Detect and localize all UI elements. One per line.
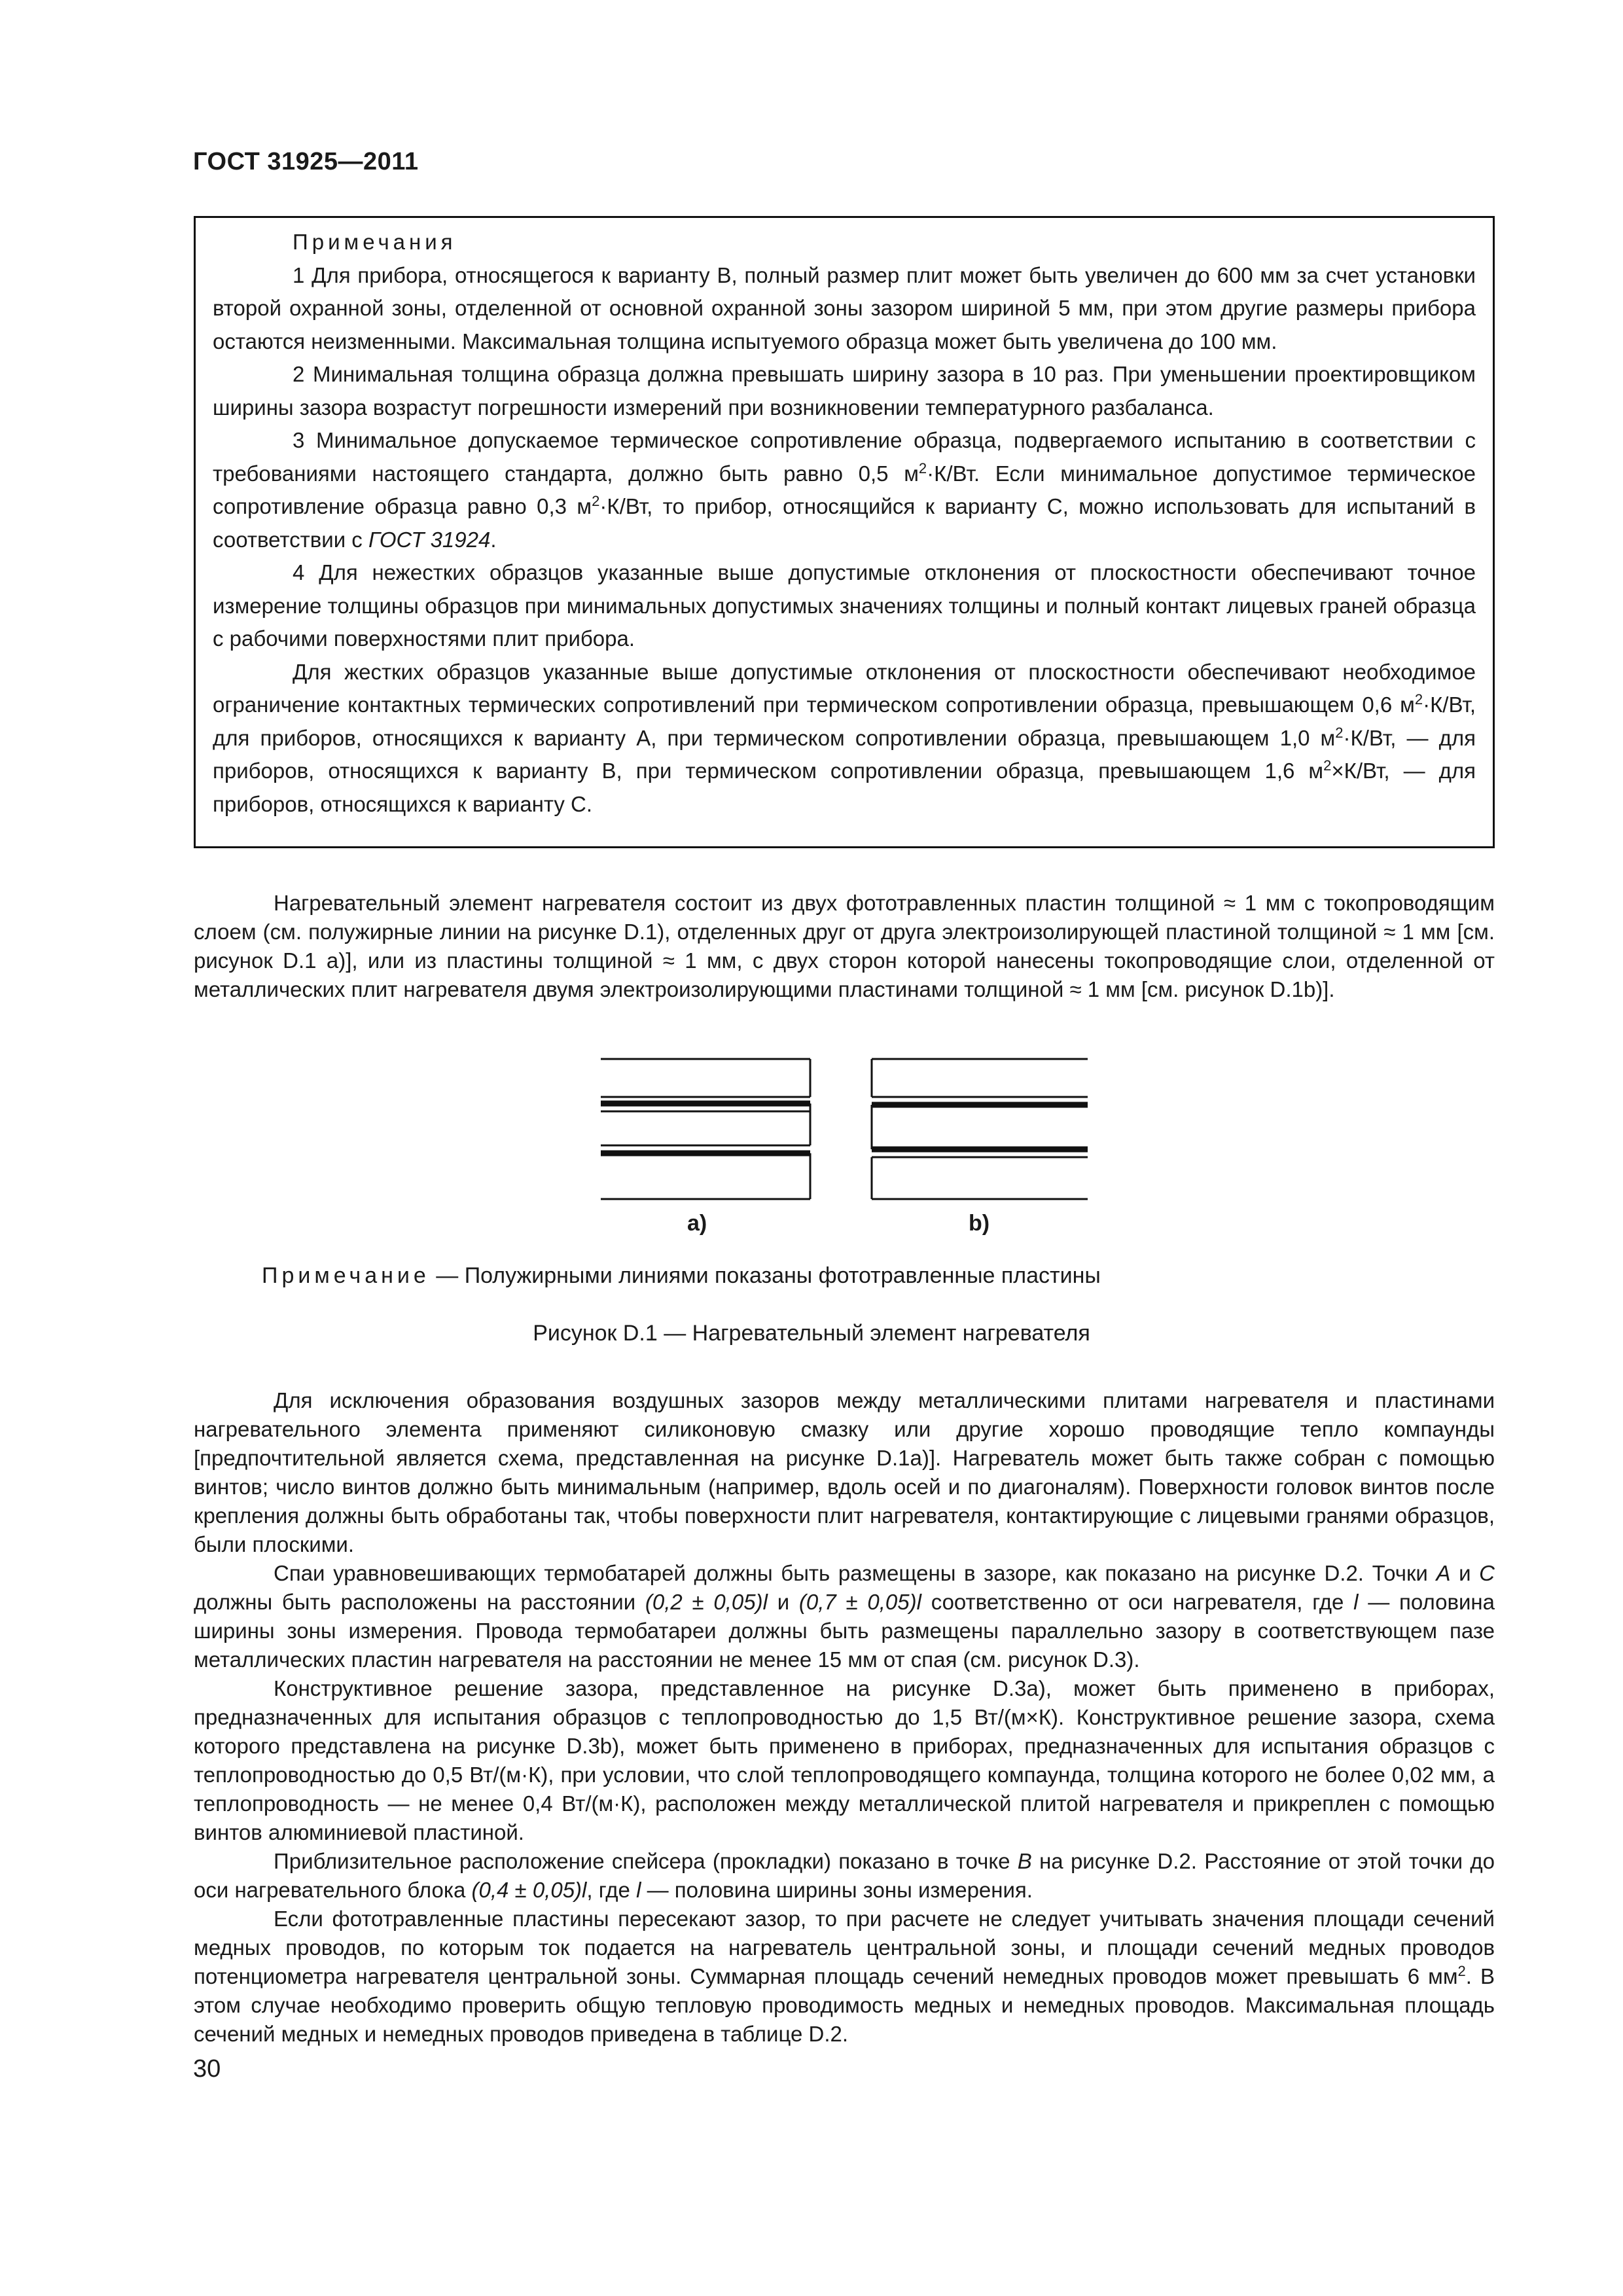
page-number: 30	[193, 2055, 221, 2083]
note-3: 3 Минимальное допускаемое термическое сопротивление образца, подвергаемого испытанию в соответствии с требованиями настоящего стандарта, должно быть равно 0,5 $м^2\cdot К/Вт$. Если минимальное допустимое термическое сопротивление образца равно 0,3 $м^2\cdot К/Вт$, то прибор, относящийся к варианту С, можно использовать для испытаний в соответствии с ГОСТ 31924.	[213, 428, 1476, 552]
main-body	[194, 1386, 1495, 2049]
body-paragraph-2: Спаи уравновешивающих термобатарей должны быть размещены в зазоре, как показано на рисунке D.2. Точки A и C должны быть расположены на расстоянии (0,2 ± 0,05)l и (0,7 ± 0,05)l соответственно от оси нагревателя, где l — половина ширины зоны измерения. Провода термобатареи должны быть размещены параллельно зазору в соответствующем пазе металлических пластин нагревателя на расстоянии не менее 15 мм от спая (см. рисунок D.3).	[194, 1561, 1495, 1672]
label-a: a)	[687, 1211, 707, 1236]
notes-box	[194, 216, 1495, 848]
page-header: ГОСТ 31925—2011	[193, 148, 419, 175]
figure-d1	[589, 1047, 1099, 1244]
figure-note: Примечание — Полужирными линиями показаны фототравленные пластины	[262, 1263, 1101, 1288]
body-paragraph-1: Для исключения образования воздушных зазоров между металлическими плитами нагревателя и пластинами нагревательного элемента применяют силиконовую смазку или другие хорошо проводящие тепло компаунды [предпочтительной является схема, представленная на рисунке D.1a)]. Нагреватель может быть также собран с помощью винтов; число винтов должно быть минимальным (например, вдоль осей и по диагоналям). Поверхности головок винтов после крепления должны быть обработаны так, чтобы поверхности плит нагревателя, контактирующие с лицевыми гранями образцов, были плоскими.	[194, 1388, 1495, 1556]
label-b: b)	[969, 1211, 990, 1236]
heater-paragraph: Нагревательный элемент нагревателя состоит из двух фототравленных пластин толщиной ≈ 1 мм с токопроводящим слоем (см. полужирные линии на рисунке D.1), отделенных друг от друга электроизолирующей пластиной толщиной ≈ 1 мм [см. рисунок D.1 а)], или из пластины толщиной ≈ 1 мм, с двух сторон которой нанесены токопроводящие слои, отделенной от металлических плит нагревателя двумя электроизолирующими пластинами толщиной ≈ 1 мм [см. рисунок D.1b)].	[194, 891, 1495, 1001]
body-paragraph-5: Если фототравленные пластины пересекают зазор, то при расчете не следует учитывать значения площади сечений медных проводов, по которым ток подается на нагреватель центральной зоны, и площади сечений медных проводов потенциометра нагревателя центральной зоны. Суммарная площадь сечений немедных проводов может превышать 6 $мм^2$. В этом случае необходимо проверить общую тепловую проводимость медных и немедных проводов. Максимальная площадь сечений медных и немедных проводов приведена в таблице D.2.	[194, 1907, 1495, 2046]
notes-heading: Примечания	[293, 230, 457, 254]
note-4: 4 Для нежестких образцов указанные выше допустимые отклонения от плоскостности обеспечивают точное измерение толщины образцов при минимальных допустимых значениях толщины и полный контакт лицевых граней образца с рабочими поверхностями плит прибора.	[213, 560, 1476, 651]
body-paragraph-3: Конструктивное решение зазора, представленное на рисунке D.3a), может быть применено в приборах, предназначенных для испытания образцов с теплопроводностью до 1,5 Вт/(м×К). Конструктивное решение зазора, схема которого представлена на рисунке D.3b), может быть применено в приборах, предназначенных для испытания образцов с теплопроводностью до 0,5 Вт/(м·К), при условии, что слой теплопроводящего компаунда, толщина которого не более 0,02 мм, а теплопроводность — не менее 0,4 Вт/(м·К), расположен между металлической плитой нагревателя и прикреплен с помощью винтов алюминиевой пластиной.	[194, 1676, 1495, 1844]
note-5: Для жестких образцов указанные выше допустимые отклонения от плоскостности обеспечивают необходимое ограничение контактных термических сопротивлений при термическом сопротивлении образца, превышающем 0,6 $м^2\cdot К/Вт$, для приборов, относящихся к варианту А, при термическом сопротивлении образца, превышающем 1,0 $м^2\cdot К/Вт$, — для приборов, относящихся к варианту В, при термическом сопротивлении образца, превышающем 1,6 $м^2\times К/Вт$, — для приборов, относящихся к варианту С.	[213, 659, 1476, 816]
note-2: 2 Минимальная толщина образца должна превышать ширину зазора в 10 раз. При уменьшении проектировщиком ширины зазора возрастут погрешности измерений при возникновении температурного разбаланса.	[213, 362, 1476, 420]
gost-reference: ГОСТ 31924	[368, 527, 491, 552]
note-1: 1 Для прибора, относящегося к варианту В, полный размер плит может быть увеличен до 600 мм за счет установки второй охранной зоны, отделенной от основной охранной зоны зазором шириной 5 мм, при этом другие размеры прибора остаются неизменными. Максимальная толщина испытуемого образца может быть увеличена до 100 мм.	[213, 262, 1476, 353]
figure-caption: Рисунок D.1 — Нагревательный элемент нагревателя	[533, 1321, 1090, 1346]
heater-element-diagram	[589, 1047, 1099, 1244]
body-paragraph-4: Приблизительное расположение спейсера (прокладки) показано в точке B на рисунке D.2. Расстояние от этой точки до оси нагревательного блока (0,4 ± 0,05)l, где l — половина ширины зоны измерения.	[194, 1849, 1495, 1902]
diagram-b	[872, 1059, 1088, 1199]
diagram-a	[601, 1059, 810, 1199]
